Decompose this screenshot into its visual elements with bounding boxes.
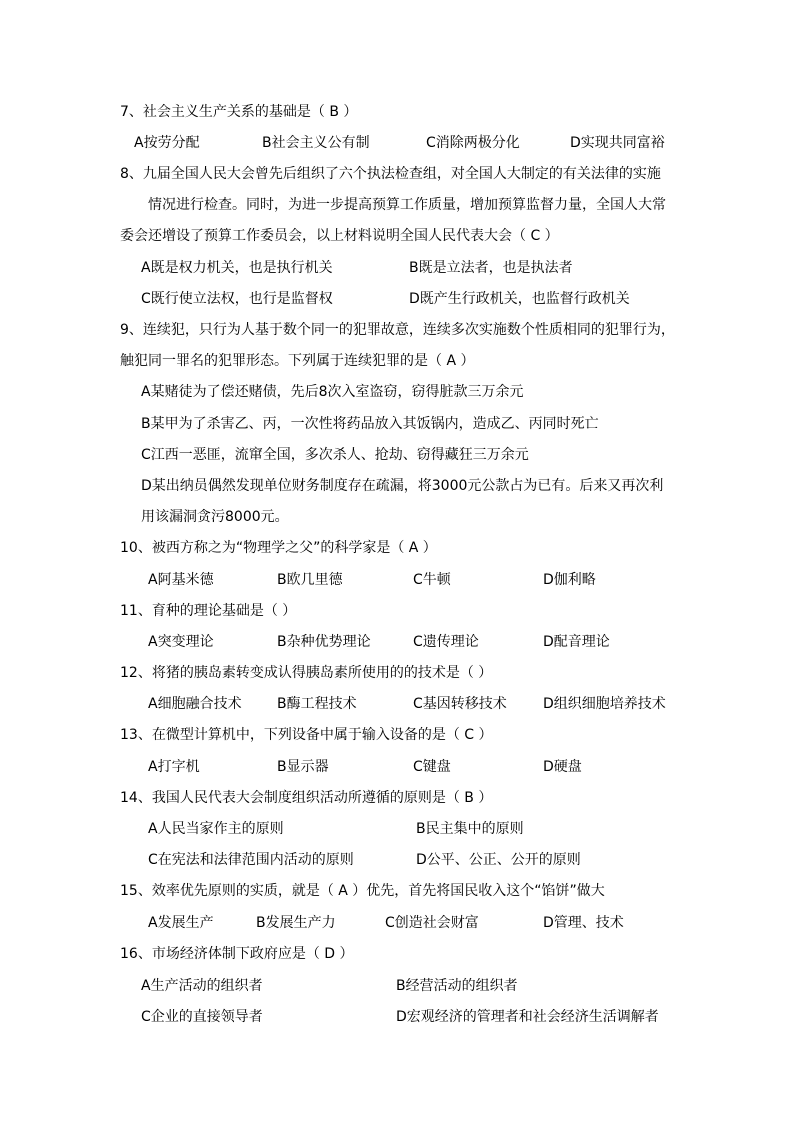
- question-14-option-c: C在宪法和法律范围内活动的原则: [148, 852, 354, 868]
- question-13-option-a: A打字机: [148, 759, 200, 775]
- question-15-option-d: D管理、技术: [543, 915, 624, 931]
- question-12-stem-line-1: 12、将猪的胰岛素转变成认得胰岛素所使用的的技术是（ ）: [120, 665, 493, 681]
- question-13-stem-line-1: 13、在微型计算机中，下列设备中属于输入设备的是（ C ）: [120, 727, 493, 743]
- question-9-option-c: C江西一恶匪，流窜全国，多次杀人、抢劫、窃得藏狂三万余元: [141, 447, 529, 463]
- question-12-option-c: C基因转移技术: [413, 696, 507, 712]
- question-9-stem-line-1: 9、连续犯，只行为人基于数个同一的犯罪故意，连续多次实施数个性质相同的犯罪行为，: [120, 322, 675, 338]
- question-9-option-d: D某出纳员偶然发现单位财务制度存在疏漏，将3000元公款占为已有。后来又再次利: [141, 478, 664, 494]
- question-11-option-d: D配音理论: [543, 634, 610, 650]
- question-7-option-c: C消除两极分化: [426, 135, 520, 151]
- question-10-option-c: C牛顿: [413, 572, 451, 588]
- question-16-stem-line-1: 16、市场经济体制下政府应是（ D ）: [120, 946, 354, 962]
- question-8-option-a: A既是权力机关，也是执行机关: [141, 260, 333, 276]
- question-14-option-b: B民主集中的原则: [416, 821, 524, 837]
- question-10-stem-line-1: 10、被西方称之为“物理学之父”的科学家是（ A ）: [120, 540, 437, 556]
- question-16-option-c: C企业的直接领导者: [141, 1009, 263, 1025]
- question-8-stem-line-2: 情况进行检查。同时，为进一步提高预算工作质量，增加预算监督力量，全国人大常: [148, 197, 666, 213]
- question-11-stem-line-1: 11、育种的理论基础是（ ）: [120, 603, 297, 619]
- question-12-option-b: B酶工程技术: [277, 696, 357, 712]
- question-13-option-b: B显示器: [277, 759, 329, 775]
- question-11-option-b: B杂种优势理论: [277, 634, 371, 650]
- question-7-option-a: A按劳分配: [134, 135, 200, 151]
- question-15-stem-line-1: 15、效率优先原则的实质，就是（ A ）优先，首先将国民收入这个“馅饼”做大: [120, 883, 605, 899]
- question-9-stem-line-2: 触犯同一罪名的犯罪形态。下列属于连续犯罪的是（ A ）: [120, 353, 475, 369]
- question-16-option-a: A生产活动的组织者: [141, 978, 263, 994]
- question-13-option-c: C键盘: [413, 759, 451, 775]
- question-8-option-b: B既是立法者，也是执法者: [409, 260, 573, 276]
- question-14-stem-line-1: 14、我国人民代表大会制度组织活动所遵循的原则是（ B ）: [120, 790, 493, 806]
- question-15-option-b: B发展生产力: [256, 915, 336, 931]
- question-12-option-a: A细胞融合技术: [148, 696, 242, 712]
- question-15-option-a: A发展生产: [148, 915, 214, 931]
- question-11-option-c: C遗传理论: [413, 634, 479, 650]
- question-9-option-a: A某赌徒为了偿还赌债，先后8次入室盗窃，窃得脏款三万余元: [141, 384, 524, 400]
- question-15-option-c: C创造社会财富: [385, 915, 479, 931]
- question-10-option-a: A阿基米德: [148, 572, 214, 588]
- question-8-option-d: D既产生行政机关，也监督行政机关: [409, 291, 630, 307]
- question-16-option-b: B经营活动的组织者: [396, 978, 518, 994]
- question-8-stem-line-3: 委会还增设了预算工作委员会，以上材料说明全国人民代表大会（ C ）: [120, 228, 559, 244]
- question-8-option-c: C既行使立法权，也行是监督权: [141, 291, 333, 307]
- question-11-option-a: A突变理论: [148, 634, 214, 650]
- question-14-option-d: D公平、公正、公开的原则: [416, 852, 581, 868]
- question-9-option-b: B某甲为了杀害乙、丙，一次性将药品放入其饭锅内，造成乙、丙同时死亡: [141, 416, 599, 432]
- question-8-stem-line-1: 8、九届全国人民大会曾先后组织了六个执法检查组，对全国人大制定的有关法律的实施: [120, 166, 661, 182]
- question-10-option-d: D伽利略: [543, 572, 596, 588]
- question-14-option-a: A人民当家作主的原则: [148, 821, 284, 837]
- question-7-stem-line-1: 7、社会主义生产关系的基础是（ B ）: [120, 104, 358, 120]
- question-9-option-d-line-2: 用该漏洞贪污8000元。: [141, 509, 289, 525]
- question-16-option-d: D宏观经济的管理者和社会经济生活调解者: [396, 1009, 659, 1025]
- question-7-option-d: D实现共同富裕: [570, 135, 665, 151]
- question-7-option-b: B社会主义公有制: [262, 135, 370, 151]
- question-12-option-d: D组织细胞培养技术: [543, 696, 666, 712]
- question-13-option-d: D硬盘: [543, 759, 582, 775]
- question-10-option-b: B欧几里德: [277, 572, 343, 588]
